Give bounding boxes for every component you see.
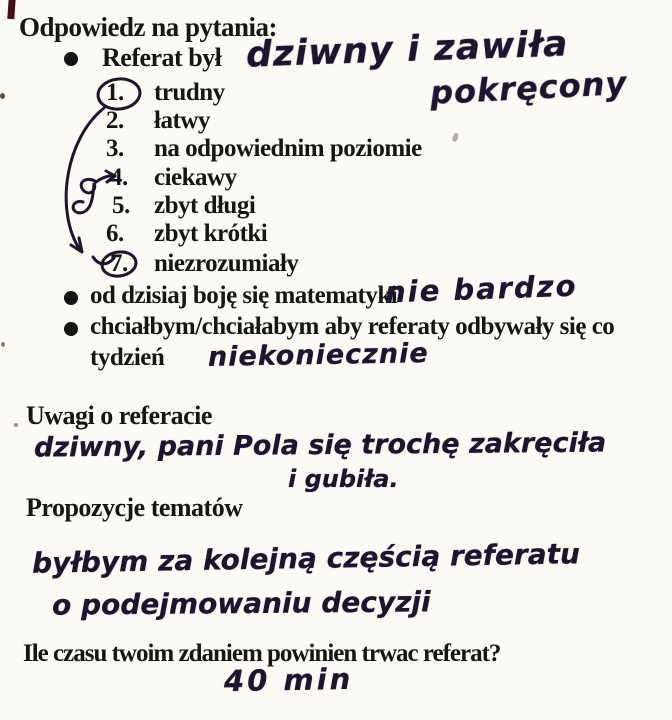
question-matematyka-label: od dzisiaj boję się matematyki — [90, 282, 398, 309]
scan-speck — [452, 132, 460, 142]
option-label: ciekawy — [154, 164, 237, 191]
question-czas-label: Ile czasu twoim zdaniem powinien trwac referat? — [23, 640, 501, 667]
section-title-uwagi: Uwagi o referacie — [26, 401, 212, 430]
bullet-icon — [64, 52, 78, 66]
option-label: na odpowiednim poziomie — [154, 135, 422, 162]
option-label: łatwy — [154, 107, 210, 134]
scan-edge-mark — [7, 0, 15, 19]
handwritten-uwagi-line2: i gubiła. — [288, 465, 399, 493]
arc-from-1-to-7 — [66, 108, 104, 250]
page-title: Odpowiedz na pytania: — [19, 12, 278, 42]
bullet-icon — [64, 322, 78, 336]
handwritten-answer-40-min: 40 min — [223, 661, 354, 699]
bullet-icon — [64, 291, 78, 305]
option-label: zbyt krótki — [154, 220, 268, 247]
handwritten-uwagi-line1: dziwny, pani Pola się trochę zakręciła — [33, 427, 607, 464]
scan-speck — [1, 342, 5, 347]
question-referaty-label-line1: chciałbym/chciałabym aby referaty odbywały się co — [90, 313, 615, 340]
option-number: 3. — [106, 135, 124, 162]
option-number: 7. — [110, 250, 128, 277]
handwritten-propozycje-line1: byłbym za kolejną częścią referatu — [31, 537, 581, 580]
option-number: 2. — [106, 107, 124, 134]
illegible-scrawl-line2: pokręcony — [429, 63, 629, 113]
question-referat-label: Referat był — [102, 43, 222, 72]
option-label: zbyt długi — [154, 192, 256, 219]
question-referaty-label-line2: tydzień — [90, 344, 165, 371]
option-number: 5. — [112, 192, 130, 219]
arrowhead-icon — [71, 238, 82, 252]
loop-g-glyph — [73, 179, 95, 213]
option-number: 6. — [106, 220, 124, 247]
handwritten-answer-niekoniecznie: niekoniecznie — [207, 338, 429, 373]
illegible-scrawl-line1: dziwny i zawiła — [245, 23, 570, 76]
option-label: trudny — [154, 79, 225, 106]
option-number: 4. — [110, 164, 128, 191]
handwritten-answer-nie-bardzo: nie bardzo — [384, 268, 579, 310]
option-number: 1. — [106, 79, 124, 106]
option-label: niezrozumiały — [154, 250, 299, 277]
handwritten-propozycje-line2: o podejmowaniu decyzji — [51, 585, 431, 622]
section-title-propozycje: Propozycje tematów — [26, 493, 243, 522]
scan-speck — [0, 93, 5, 99]
scan-speck — [14, 423, 18, 427]
